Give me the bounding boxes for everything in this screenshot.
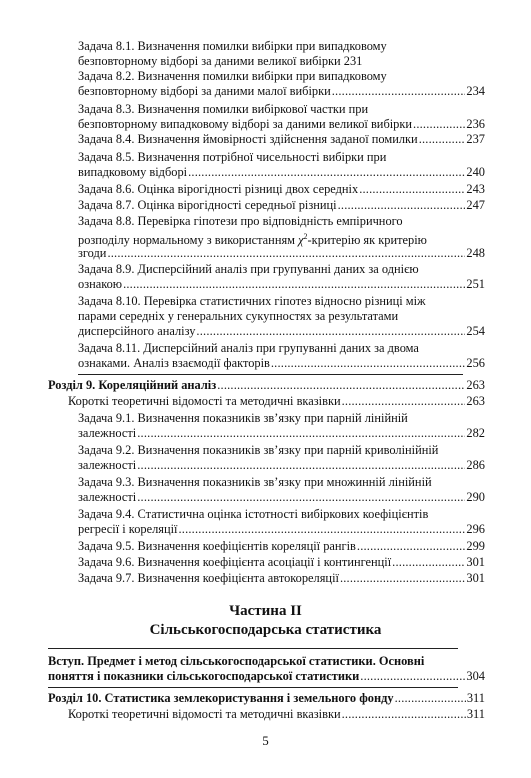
dot-leader (413, 117, 465, 132)
toc-entry-text: залежності (78, 458, 137, 472)
section-divider (48, 687, 458, 688)
section-divider (48, 648, 458, 649)
toc-entry-text: Задача 8.4. Визначення ймовірності здійснення заданої помилки (78, 132, 418, 146)
page-ref: 282 (466, 426, 485, 440)
toc-section-10[interactable] (48, 691, 485, 706)
toc-entry-8-3[interactable] (78, 117, 485, 132)
toc-entry-8-7[interactable] (78, 198, 485, 213)
toc-entry-9-6[interactable] (78, 555, 485, 570)
toc-entry-text: регресії і кореляції (78, 522, 178, 536)
page-ref: 301 (466, 571, 485, 585)
toc-entry-9-3[interactable] (78, 490, 485, 505)
toc-entry-8-8-line1: Задача 8.8. Перевірка гіпотези про відповідність емпіричного (78, 214, 403, 228)
toc-entry-8-1-line2: безповторному відборі за даними великої вибірки 231 (78, 54, 363, 68)
section-title: Розділ 10. Статистика землекористування і земельного фонду (48, 691, 394, 705)
toc-entry-8-10-line1: Задача 8.10. Перевірка статистичних гіпотез відносно різниці між (78, 294, 426, 308)
toc-entry-8-11-line1: Задача 8.11. Дисперсійний аналіз при групуванні даних за двома (78, 341, 419, 355)
page-ref: 311 (466, 707, 485, 721)
toc-entry-9-5[interactable] (78, 539, 485, 554)
dot-leader (392, 555, 465, 570)
toc-entry-8-10[interactable] (78, 324, 485, 339)
toc-entry-8-2-line1: Задача 8.2. Визначення помилки вибірки при випадковому (78, 69, 387, 83)
dot-leader (137, 458, 465, 473)
page-ref: 240 (466, 165, 485, 179)
toc-entry-9-2-line1: Задача 9.2. Визначення показників зв’язку при парній криволінійній (78, 443, 439, 457)
dot-leader (342, 394, 466, 409)
toc-entry-8-2[interactable] (78, 84, 485, 99)
toc-intro[interactable] (48, 669, 485, 684)
toc-entry-8-3-line1: Задача 8.3. Визначення помилки вибіркової частки при (78, 102, 369, 116)
toc-entry-8-11[interactable] (78, 356, 485, 371)
page-ref: 247 (466, 198, 485, 212)
page-ref: 237 (466, 132, 485, 146)
toc-entry-text: Задача 9.7. Визначення коефіцієнта автокореляції (78, 571, 339, 585)
page-ref: 248 (466, 246, 485, 260)
toc-entry-8-1-line1: Задача 8.1. Визначення помилки вибірки при випадковому (78, 39, 387, 53)
toc-entry-text: Задача 9.5. Визначення коефіцієнтів кореляції рангів (78, 539, 356, 553)
page-ref: 256 (466, 356, 485, 370)
toc-entry-text: дисперсійного аналізу (78, 324, 196, 338)
dot-leader (342, 707, 466, 722)
part-title: Частина ІІ (229, 603, 302, 619)
part-subtitle: Сільськогосподарська статистика (149, 622, 382, 638)
page-ref: 236 (466, 117, 485, 131)
section-title: поняття і показники сільськогосподарської статистики (48, 669, 360, 683)
toc-entry-9-4[interactable] (78, 522, 485, 537)
dot-leader (395, 691, 466, 706)
toc-entry-text: Задача 9.6. Визначення коефіцієнта асоціації і контингенції (78, 555, 392, 569)
section-title: Розділ 9. Кореляційний аналіз (48, 378, 217, 392)
toc-entry-text: згоди (78, 246, 107, 260)
toc-entry-9-1-line1: Задача 9.1. Визначення показників зв’язку при парній лінійній (78, 411, 408, 425)
dot-leader (271, 356, 466, 371)
toc-entry-8-6[interactable] (78, 182, 485, 197)
toc-entry-text: ознакою (78, 277, 123, 291)
toc-theory-9[interactable] (68, 394, 485, 409)
toc-entry-text: безповторному відборі за даними малої вибірки (78, 84, 331, 98)
dot-leader (340, 571, 465, 586)
dot-leader (357, 539, 466, 554)
toc-entry-text: Задача 8.7. Оцінка вірогідності середньої різниці (78, 198, 337, 212)
dot-leader (107, 246, 465, 261)
page-ref: 263 (466, 378, 485, 392)
toc-entry-text: безповторному випадковому відборі за даними великої вибірки (78, 117, 413, 131)
toc-entry-text: залежності (78, 490, 137, 504)
toc-intro-line1: Вступ. Предмет і метод сільськогосподарської статистики. Основні (48, 654, 425, 668)
toc-section-9[interactable] (48, 378, 485, 393)
page-ref: 311 (466, 691, 485, 705)
page-ref: 304 (466, 669, 485, 683)
toc-entry-text: ознаками. Аналіз взаємодії факторів (78, 356, 270, 370)
toc-entry-9-4-line1: Задача 9.4. Статистична оцінка істотності вибіркових коефіцієнтів (78, 507, 429, 521)
toc-entry-text: Задача 8.6. Оцінка вірогідності різниці двох середніх (78, 182, 359, 196)
superscript-2: 2 (303, 232, 308, 241)
dot-leader (188, 165, 465, 180)
dot-leader (217, 378, 465, 393)
toc-entry-9-3-line1: Задача 9.3. Визначення показників зв’язку при множинній лінійній (78, 475, 432, 489)
toc-entry-8-5-line1: Задача 8.5. Визначення потрібної чисельності вибірки при (78, 150, 387, 164)
toc-entry-text: залежності (78, 426, 137, 440)
page-number: 5 (262, 733, 269, 748)
toc-entry-text: Короткі теоретичні відомості та методичні вказівки (68, 707, 341, 721)
section-divider (78, 374, 463, 375)
dot-leader (178, 522, 465, 537)
toc-entry-text: Короткі теоретичні відомості та методичні вказівки (68, 394, 341, 408)
toc-entry-8-9[interactable] (78, 277, 485, 292)
page-ref: 299 (466, 539, 485, 553)
toc-entry-text: -критерію як критерію (307, 233, 427, 248)
toc-entry-text: розподілу нормальному з використанням (78, 233, 299, 248)
dot-leader (332, 84, 466, 99)
toc-entry-text: випадковому відборі (78, 165, 188, 179)
toc-entry-8-10-line2: парами середніх у генеральних сукупностях за результатами (78, 309, 399, 323)
page-ref: 254 (466, 324, 485, 338)
toc-entry-8-9-line1: Задача 8.9. Дисперсійний аналіз при групуванні даних за однією (78, 262, 419, 276)
dot-leader (137, 426, 465, 441)
dot-leader (419, 132, 466, 147)
toc-entry-9-7[interactable] (78, 571, 485, 586)
dot-leader (137, 490, 465, 505)
page-ref: 296 (466, 522, 485, 536)
toc-entry-8-8[interactable] (78, 246, 485, 261)
dot-leader (196, 324, 465, 339)
page-ref: 301 (466, 555, 485, 569)
dot-leader (338, 198, 466, 213)
page-ref: 263 (466, 394, 485, 408)
chi-symbol: χ (298, 233, 304, 248)
toc-entry-8-5[interactable] (78, 165, 485, 180)
toc-theory-10[interactable] (68, 707, 485, 722)
toc-entry-9-1[interactable] (78, 426, 485, 441)
dot-leader (360, 669, 465, 684)
toc-entry-9-2[interactable] (78, 458, 485, 473)
page-ref: 290 (466, 490, 485, 504)
dot-leader (359, 182, 465, 197)
page-ref: 251 (466, 277, 485, 291)
dot-leader (123, 277, 465, 292)
toc-entry-8-4[interactable] (78, 132, 485, 147)
page-ref: 234 (466, 84, 485, 98)
page-ref: 243 (466, 182, 485, 196)
page-ref: 286 (466, 458, 485, 472)
